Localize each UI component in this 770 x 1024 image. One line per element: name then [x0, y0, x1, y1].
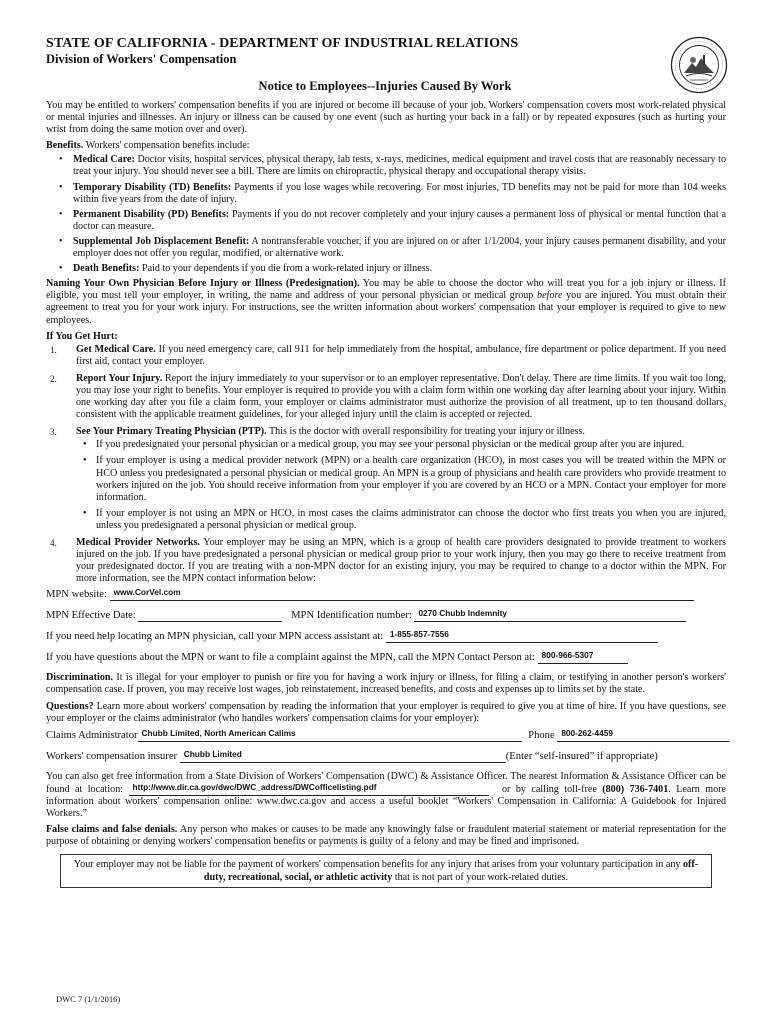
benefit-term: Death Benefits: [73, 263, 140, 275]
insurer-label: Workers' compensation insurer [46, 750, 178, 762]
mpn-effective-row [46, 609, 726, 626]
predesignation-text-cont: you are injured. You must obtain their agreement to treat you for your work injury. For instructions, see the written information about workers' compensation that your employer is required to give to new employees. [46, 290, 726, 326]
claims-phone-label: Phone [528, 729, 555, 741]
benefits-intro [46, 140, 726, 152]
step-number: 4. [50, 538, 57, 548]
if-hurt-steps [46, 344, 726, 586]
mpn-contact-row [46, 651, 726, 668]
ptp-sublist [76, 439, 726, 532]
liability-text-cont: that is not part of your work-related duties. [392, 871, 569, 883]
step-text: This is the doctor with overall responsibility for treating your injury or illness. [266, 426, 585, 438]
discrimination-text: It is illegal for your employer to punish or fire you for having a work injury or illness, for filing a claim, or testifying in another person's workers' compensation case. If proven, you may receive lost wages, job reinstatement, increased benefits, and costs and expenses up to limits set by the state. [46, 672, 726, 696]
step-text: If you need emergency care, call 911 for help immediately from the hospital, ambulance, fire department or police department. If you need first aid, contact your employer. [76, 343, 726, 367]
dwc-or: or [501, 783, 511, 795]
questions-heading: Questions? [46, 700, 94, 712]
mpn-contact-field[interactable] [538, 651, 628, 664]
form-id: DWC 7 (1/1/2016) [56, 994, 121, 1004]
false-claims-text: Any person who makes or causes to be made any knowingly false or fraudulent material statement or material representation for the purpose of obtaining or denying workers' compensation benefits or payments is guilty of a felony and may be fined and imprisoned. [46, 824, 726, 848]
mpn-access-label: If you need help locating an MPN physician, call your MPN access assistant at: [46, 631, 384, 643]
division-heading: Division of Workers' Compensation [46, 52, 237, 66]
mpn-contact-value: 800-966-5307 [541, 650, 594, 661]
questions-paragraph [46, 701, 726, 725]
benefit-supplemental-job [73, 236, 726, 260]
discrimination-heading: Discrimination. [46, 672, 114, 684]
claims-admin-row [46, 729, 726, 746]
questions-text: Learn more about workers' compensation by reading the information that your employer is required to give you at time of hire. If you have questions, see your employer or the claims administrator (who handles workers' compensation claims for your employer): [46, 700, 726, 724]
predesignation-italic: before [537, 290, 563, 302]
benefit-text: A nontransferable voucher, if you are injured on or after 1/1/2004, your injury causes permanent disability, and your employer does not offer you regular, modified, or alternative work. [73, 235, 726, 260]
benefit-text: Paid to your dependents if you die from a work-related injury or illness. [139, 263, 433, 275]
benefit-term: Permanent Disability (PD) Benefits: [73, 208, 230, 220]
dwc-paragraph [46, 771, 726, 820]
mpn-access-row [46, 630, 726, 647]
step-term: Report Your Injury. [76, 372, 163, 384]
benefit-text: Payments if you lose wages while recovering. For most injuries, TD benefits may not be paid for more than 104 weeks within five years from the date of injury. [73, 181, 726, 205]
benefit-death [73, 263, 726, 275]
mpn-id-label: MPN Identification number: [291, 610, 412, 622]
step-number: 2. [50, 373, 57, 384]
liability-notice-box [60, 854, 712, 888]
insurer-value: Chubb Limited [183, 748, 242, 759]
step-number: 1. [50, 344, 57, 355]
step-term: Medical Provider Networks. [76, 537, 200, 548]
step-number: 3. [50, 427, 57, 438]
benefit-term: Supplemental Job Displacement Benefit: [73, 235, 250, 247]
predesignation-paragraph [46, 278, 726, 326]
step-text: Your employer may be using an MPN, which is a group of health care providers designated to provide treatment to workers injured on the job. If you have predesignated a personal physician or medical group prior to your work injury, then you may go there to receive treatment from your predesignated doctor. If you are treating with a non-MPN doctor for an existing injury, you may be required to change to a doctor within the MPN. For more information, see the MPN contact information below: [76, 537, 726, 585]
liability-bold: off-duty, recreational, social, or athletic activity [203, 859, 699, 883]
step-text: Report the injury immediately to your supervisor or to an employer representative. Don't delay. There are time limits. If you wait too long, you may lose your right to benefits. Your employer is required to provide you with a claim form within one working day after learning about your injury. Within one working day after you file a claim form, your employer or claims administrator must authorize the provision of all treatment, up to ten thousand dollars, consistent with the applicable treatment guidelines, for your alleged injury until the claim is accepted or rejected. [76, 372, 726, 421]
discrimination-paragraph [46, 672, 726, 696]
benefits-heading: Benefits. [46, 140, 84, 152]
claims-admin-value: Chubb Limited, North American Calims [141, 727, 296, 738]
step-term: See Your Primary Treating Physician (PTP). [76, 426, 267, 438]
notice-body [46, 100, 726, 888]
step-medical-care [46, 344, 726, 368]
claims-admin-field[interactable] [138, 729, 522, 742]
dwc-text-cont: . Learn more information about workers' compensation online: www.dwc.ca.gov and access a useful booklet “Workers' Compensation in California: A Guidebook for Injured Workers.” [46, 783, 726, 819]
benefits-list [46, 154, 726, 275]
ptp-no-mpn: • If your employer is not using an MPN or HCO, in most cases the claims administrator can choose the doctor who first treats you when you are injured, unless you predesignated a personal physician or medical group. [96, 508, 726, 532]
notice-title: Notice to Employees--Injuries Caused By Work [258, 79, 512, 93]
benefits-lead: Workers' compensation benefits include: [83, 140, 250, 152]
benefit-term: Medical Care: [73, 154, 135, 166]
benefit-term: Temporary Disability (TD) Benefits: [73, 181, 232, 193]
agency-heading: STATE OF CALIFORNIA - DEPARTMENT OF INDUSTRIAL RELATIONS [46, 36, 519, 51]
predesignation-text: You may be able to choose the doctor who will treat you for a job injury or illness. If eligible, you must tell your employer, in writing, the name and address of your personal physician or medical group [46, 278, 727, 302]
mpn-website-value: www.CorVel.com [113, 587, 181, 598]
benefit-medical-care [73, 154, 726, 178]
insurer-row [46, 750, 726, 767]
claims-phone-field[interactable] [557, 729, 729, 742]
mpn-website-field[interactable] [110, 588, 694, 601]
step-report-injury [46, 373, 726, 421]
dwc-location-field[interactable] [129, 783, 489, 796]
mpn-access-value: 1-855-857-7556 [389, 629, 449, 640]
mpn-id-value: 0270 Chubb Indemnity [418, 608, 507, 619]
dwc-phone: (800) 736-7401 [602, 783, 669, 795]
dwc-text-call: by calling toll-free [515, 783, 603, 795]
insurer-note: (Enter “self-insured” if appropriate) [505, 750, 658, 762]
false-claims-heading: False claims and false denials. [46, 824, 178, 836]
dwc-text: You can also get free information from a State Division of Workers' Compensation (DWC) & Assistance Officer. The nearest Information & Assistance Officer can be found at location: [46, 770, 726, 795]
liability-text: Your employer may not be liable for the payment of workers' compensation benefits for any injury that arises from your voluntary participation in any [73, 859, 683, 871]
ptp-predesignated: • If you predesignated your personal physician or a medical group, you may see your personal physician or the medical group after you are injured. [96, 439, 726, 451]
mpn-effective-label: MPN Effective Date: [46, 610, 136, 622]
benefit-text: Payments if you do not recover completely and your injury causes a permanent loss of physical or mental function that a doctor can measure. [73, 208, 726, 232]
ptp-mpn-hco: • If your employer is using a medical provider network (MPN) or a health care organization (HCO), in most cases you will be treated within the MPN or HCO unless you predesignated a personal physician or medical group. An MPN is a group of physicians and health care providers who provide treatment to workers injured on the job. You should receive information from your employer if you are covered by an HCO or a MPN. Contact your employer for more information. [96, 455, 726, 503]
mpn-id-field[interactable] [414, 609, 686, 622]
benefit-temporary-disability [73, 182, 726, 206]
claims-admin-label: Claims Administrator [46, 729, 138, 741]
step-primary-physician [46, 426, 726, 532]
mpn-contact-label: If you have questions about the MPN or want to file a complaint against the MPN, call the MPN Contact Person at: [46, 652, 535, 664]
insurer-field[interactable] [180, 750, 506, 763]
step-mpn [46, 537, 726, 585]
dwc-location-value: http://www.dir.ca.gov/dwc/DWC_address/DWCofficelisting.pdf [132, 781, 377, 792]
mpn-effective-field[interactable] [138, 609, 282, 622]
step-term: Get Medical Care. [76, 343, 156, 355]
mpn-access-field[interactable] [386, 630, 658, 643]
benefit-permanent-disability [73, 209, 726, 233]
false-claims-paragraph [46, 824, 726, 848]
mpn-website-row [46, 588, 726, 605]
mpn-website-label: MPN website: [46, 589, 107, 601]
predesignation-heading: Naming Your Own Physician Before Injury or Illness (Predesignation). [46, 278, 360, 290]
if-hurt-heading: If You Get Hurt: [46, 330, 118, 342]
intro-paragraph: You may be entitled to workers' compensation benefits if you are injured or become ill because of your job. Workers' compensation covers most work-related physical or mental injuries and illnesses. An injury or illness can be caused by one event (such as hurting your back in a fall) or by repeated exposures (such as hurting your wrist from doing the same motion over and over). [46, 100, 726, 136]
benefit-text: Doctor visits, hospital services, physical therapy, lab tests, x-rays, medicines, medical equipment and travel costs that are reasonably necessary to treat your injury. You should never see a bill. There are limits on chiropractic, physical therapy and occupational therapy visits. [73, 154, 726, 178]
claims-phone-value: 800-262-4459 [561, 727, 613, 738]
